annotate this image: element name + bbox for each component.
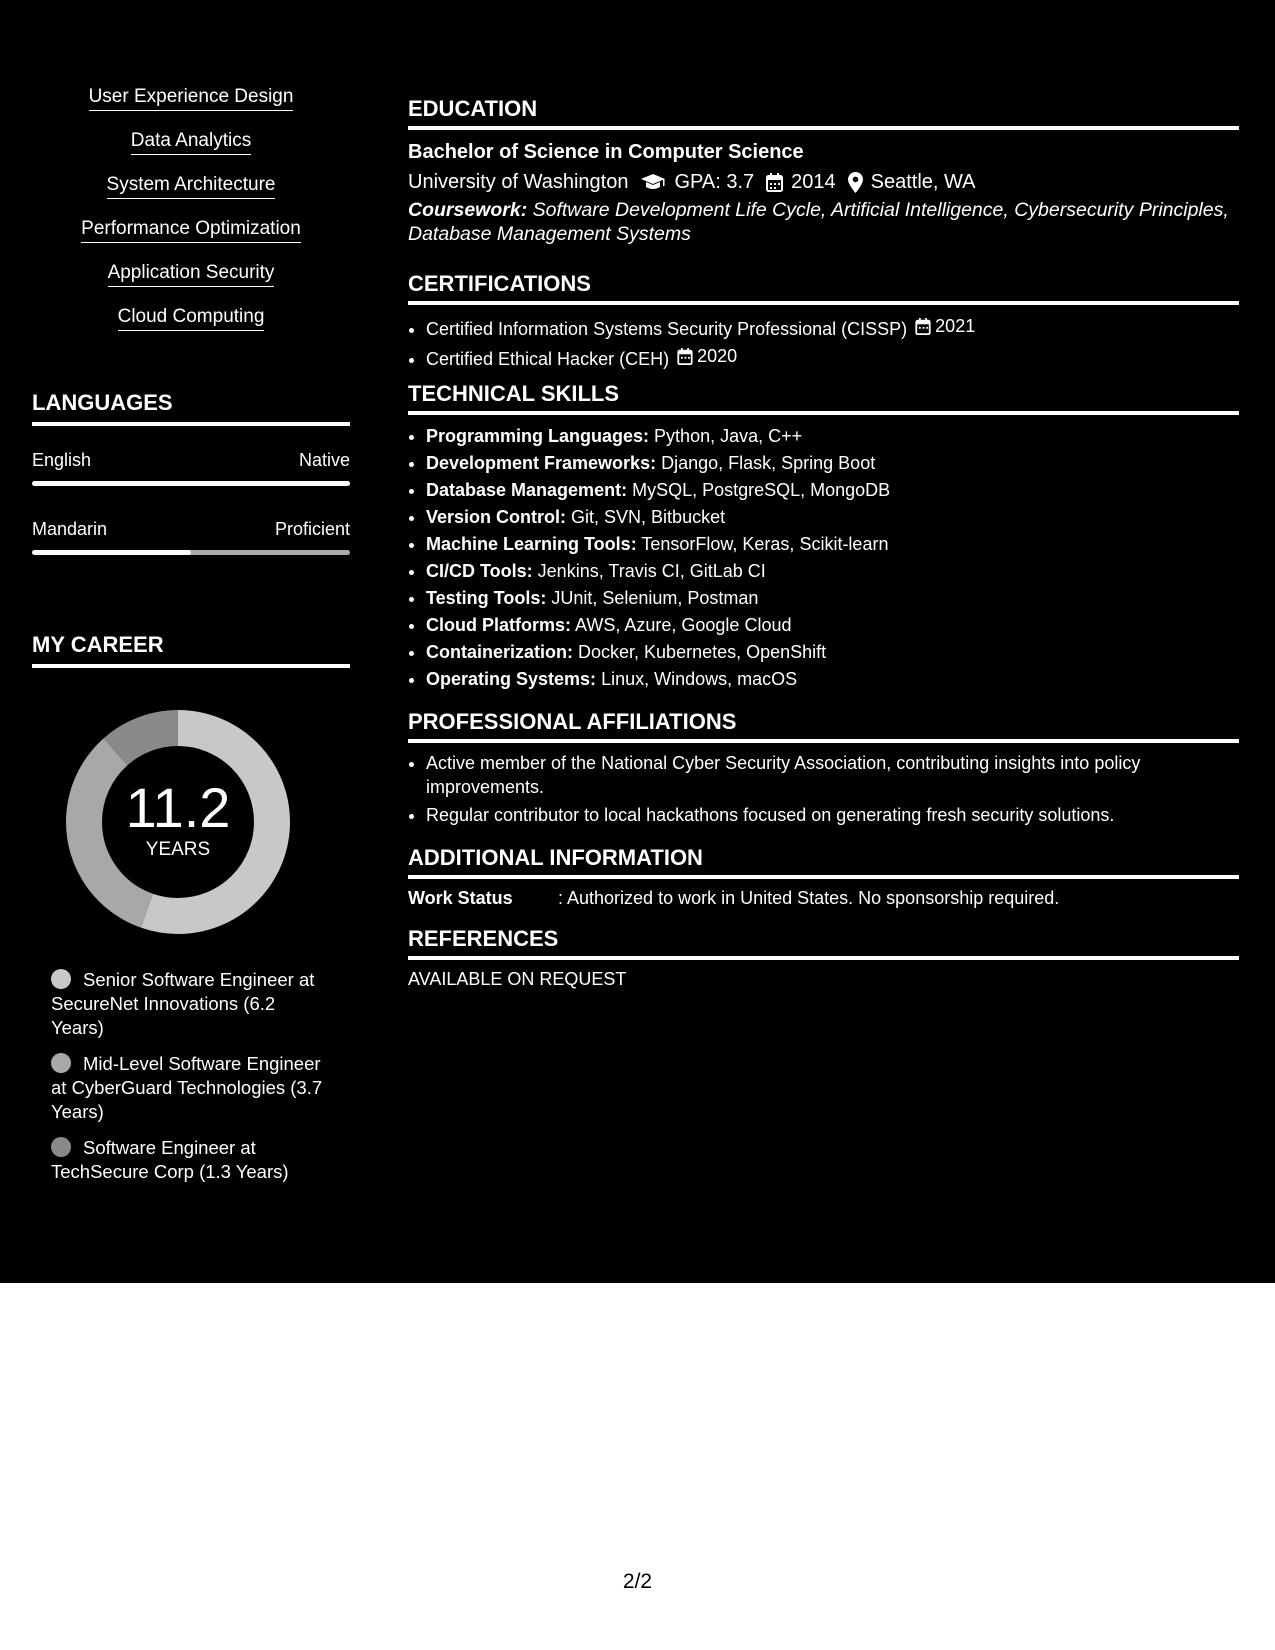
work-status-value: : Authorized to work in United States. No sponsorship required. bbox=[558, 888, 1060, 908]
certifications-list bbox=[408, 313, 1239, 373]
list-item bbox=[426, 639, 1239, 666]
career-item bbox=[51, 1136, 331, 1184]
skill-category: Version Control: bbox=[426, 507, 567, 527]
skill-category: Machine Learning Tools: bbox=[426, 534, 637, 554]
skill-values: Git, SVN, Bitbucket bbox=[571, 507, 726, 527]
career-item-text: Senior Software Engineer at SecureNet Innovations (6.2 Years) bbox=[51, 969, 315, 1038]
language-english bbox=[32, 449, 350, 486]
skill-values: Jenkins, Travis CI, GitLab CI bbox=[537, 561, 766, 581]
language-mandarin bbox=[32, 518, 350, 555]
school: University of Washington bbox=[408, 171, 629, 193]
skill-category: Operating Systems: bbox=[426, 669, 597, 689]
languages-heading: LANGUAGES bbox=[32, 390, 350, 426]
skill-item: Performance Optimization bbox=[81, 218, 301, 243]
list-item bbox=[426, 450, 1239, 477]
location: Seattle, WA bbox=[870, 171, 976, 193]
skill-item: User Experience Design bbox=[89, 86, 294, 111]
cert-name: Certified Ethical Hacker (CEH) bbox=[426, 349, 670, 369]
proficiency-bar bbox=[32, 481, 350, 486]
skill-item: Data Analytics bbox=[131, 130, 251, 155]
coursework-label: Coursework: bbox=[408, 199, 528, 221]
language-name: Mandarin bbox=[32, 519, 108, 539]
list-item bbox=[426, 531, 1239, 558]
list-item bbox=[426, 343, 1239, 373]
section-heading: ADDITIONAL INFORMATION bbox=[408, 845, 1239, 879]
coursework bbox=[408, 198, 1239, 246]
technical-skills-section bbox=[408, 381, 1239, 693]
list-item bbox=[426, 585, 1239, 612]
skill-values: AWS, Azure, Google Cloud bbox=[575, 615, 792, 635]
additional-info-section bbox=[408, 845, 1239, 909]
skill-values: MySQL, PostgreSQL, MongoDB bbox=[632, 480, 891, 500]
career-list bbox=[51, 968, 331, 1196]
career-donut-chart bbox=[66, 710, 290, 934]
calendar-icon bbox=[766, 173, 783, 192]
calendar-icon bbox=[677, 348, 693, 365]
proficiency-fill bbox=[32, 550, 191, 555]
list-item bbox=[426, 313, 1239, 343]
career-heading: MY CAREER bbox=[32, 632, 350, 668]
skill-category: Programming Languages: bbox=[426, 426, 650, 446]
skills-list bbox=[32, 86, 350, 350]
calendar-icon bbox=[915, 318, 931, 335]
skill-values: JUnit, Selenium, Postman bbox=[551, 588, 759, 608]
legend-dot-icon bbox=[51, 1137, 71, 1157]
skill-values: TensorFlow, Keras, Scikit-learn bbox=[641, 534, 889, 554]
skill-values: Python, Java, C++ bbox=[654, 426, 803, 446]
list-item: • Active member of the National Cyber Security Association, contributing insights into policy improvements. bbox=[426, 751, 1239, 799]
certifications-section bbox=[408, 271, 1239, 373]
education-details bbox=[408, 170, 1239, 194]
years-label: YEARS bbox=[145, 839, 211, 860]
page-number: 2/2 bbox=[622, 1570, 653, 1593]
skill-category: Development Frameworks: bbox=[426, 453, 657, 473]
skill-item: System Architecture bbox=[107, 174, 276, 199]
affiliations-section bbox=[408, 709, 1239, 831]
technical-skills-list bbox=[408, 423, 1239, 693]
skill-category: Cloud Platforms: bbox=[426, 615, 572, 635]
section-heading: TECHNICAL SKILLS bbox=[408, 381, 1239, 415]
work-status-label: Work Status bbox=[408, 888, 513, 908]
degree: Bachelor of Science in Computer Science bbox=[408, 141, 804, 163]
proficiency-bar bbox=[32, 550, 350, 555]
skill-values: Django, Flask, Spring Boot bbox=[661, 453, 876, 473]
language-level: Proficient bbox=[274, 519, 350, 539]
list-item bbox=[426, 666, 1239, 693]
list-item bbox=[426, 504, 1239, 531]
career-item bbox=[51, 1052, 331, 1124]
legend-dot-icon bbox=[51, 969, 71, 989]
cert-year: 2020 bbox=[697, 346, 738, 366]
skill-item: Application Security bbox=[108, 262, 275, 287]
coursework-list: Software Development Life Cycle, Artificial Intelligence, Cybersecurity Principles, Database Management Systems bbox=[408, 199, 1229, 245]
section-heading: EDUCATION bbox=[408, 96, 1239, 130]
list-item: • Regular contributor to local hackathons focused on generating fresh security solutions. bbox=[426, 803, 1239, 827]
graduation-cap-icon bbox=[640, 173, 666, 191]
section-heading: CERTIFICATIONS bbox=[408, 271, 1239, 305]
career-item bbox=[51, 968, 331, 1040]
language-level: Native bbox=[298, 450, 350, 470]
legend-dot-icon bbox=[51, 1053, 71, 1073]
skill-category: CI/CD Tools: bbox=[426, 561, 533, 581]
skill-values: Docker, Kubernetes, OpenShift bbox=[578, 642, 827, 662]
main-content bbox=[408, 0, 1239, 1283]
section-heading: PROFESSIONAL AFFILIATIONS bbox=[408, 709, 1239, 743]
sidebar bbox=[32, 0, 350, 1283]
skill-category: Testing Tools: bbox=[426, 588, 547, 608]
list-item bbox=[426, 477, 1239, 504]
language-name: English bbox=[32, 450, 92, 470]
skill-category: Database Management: bbox=[426, 480, 628, 500]
skill-category: Containerization: bbox=[426, 642, 573, 662]
map-pin-icon bbox=[848, 172, 863, 193]
graduation-year: 2014 bbox=[791, 171, 836, 193]
section-heading: REFERENCES bbox=[408, 926, 1239, 960]
references-section bbox=[408, 926, 1239, 990]
proficiency-fill bbox=[32, 481, 350, 486]
skill-values: Linux, Windows, macOS bbox=[601, 669, 798, 689]
list-item bbox=[426, 423, 1239, 450]
total-years: 11.2 bbox=[125, 776, 231, 839]
cert-year: 2021 bbox=[935, 316, 976, 336]
education-section bbox=[408, 96, 1239, 246]
list-item bbox=[426, 612, 1239, 639]
gpa: GPA: 3.7 bbox=[674, 171, 755, 193]
references-text: AVAILABLE ON REQUEST bbox=[408, 969, 627, 989]
career-item-text: Software Engineer at TechSecure Corp (1.3 Years) bbox=[51, 1137, 289, 1182]
list-item bbox=[426, 558, 1239, 585]
work-status bbox=[408, 887, 1239, 909]
skill-item: Cloud Computing bbox=[118, 306, 265, 331]
cert-name: Certified Information Systems Security Professional (CISSP) bbox=[426, 319, 908, 339]
affiliations-list bbox=[408, 751, 1239, 827]
career-item-text: Mid-Level Software Engineer at CyberGuard Technologies (3.7 Years) bbox=[51, 1053, 323, 1122]
